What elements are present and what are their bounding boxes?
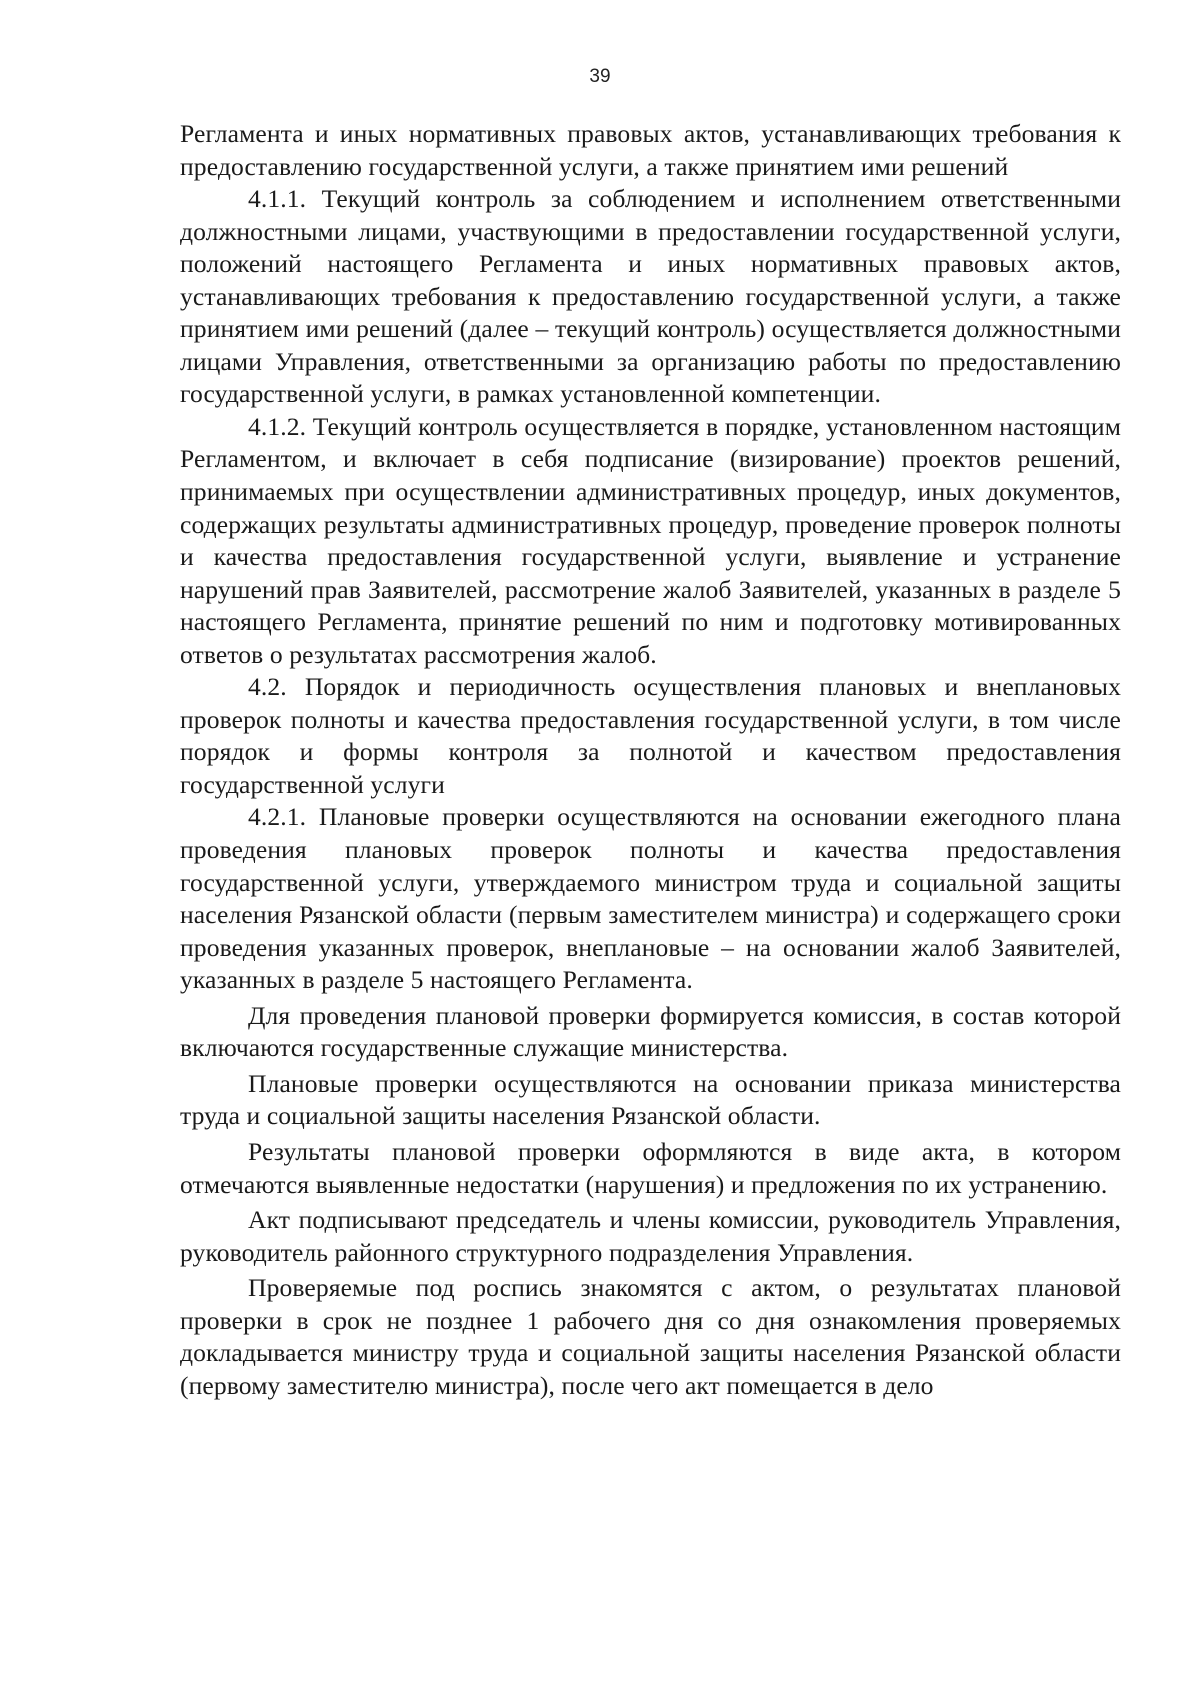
- paragraph-act-signing: Акт подписывают председатель и члены комиссии, руководитель Управления, руководитель районного структурного подразделения Управления.: [180, 1205, 1121, 1267]
- paragraph-acquaintance: Проверяемые под роспись знакомятся с актом, о результатах плановой проверки в срок не позднее 1 рабочего дня со дня ознакомления проверяемых докладывается министру труда и социальной защиты населения Рязанской области (первому заместителю министра), после чего акт помещается в дело: [180, 1273, 1121, 1400]
- paragraph-4-1-1: 4.1.1. Текущий контроль за соблюдением и исполнением ответственными должностными лицами, участвующими в предоставлении государственной услуги, положений настоящего Регламента и иных нормативных правовых актов, устанавливающих требования к предоставлению государственной услуги, а также принятием ими решений (далее – текущий контроль) осуществляется должностными лицами Управления, ответственными за организацию работы по предоставлению государственной услуги, в рамках установленной компетенции.: [180, 184, 1121, 409]
- page-number: 39: [589, 66, 611, 87]
- paragraph-4-2: 4.2. Порядок и периодичность осуществления плановых и внеплановых проверок полноты и качества предоставления государственной услуги, в том числе порядок и формы контроля за полнотой и качеством предоставления государственной услуги: [180, 672, 1121, 799]
- paragraph-4-1-2: 4.1.2. Текущий контроль осуществляется в порядке, установленном настоящим Регламентом, и включает в себя подписание (визирование) проектов решений, принимаемых при осуществлении административных процедур, иных документов, содержащих результаты административных процедур, проведение проверок полноты и качества предоставления государственной услуги, выявление и устранение нарушений прав Заявителей, рассмотрение жалоб Заявителей, указанных в разделе 5 настоящего Регламента, принятие решений по ним и подготовку мотивированных ответов о результатах рассмотрения жалоб.: [180, 411, 1121, 669]
- paragraph-results: Результаты плановой проверки оформляются в виде акта, в котором отмечаются выявленные недостатки (нарушения) и предложения по их устранению.: [180, 1136, 1121, 1199]
- paragraph-commission: Для проведения плановой проверки формируется комиссия, в состав которой включаются государственные служащие министерства.: [180, 1000, 1121, 1063]
- document-body: [180, 118, 1121, 1402]
- paragraph-4-2-1: 4.2.1. Плановые проверки осуществляются на основании ежегодного плана проведения плановых проверок полноты и качества предоставления государственной услуги, утверждаемого министром труда и социальной защиты населения Рязанской области (первым заместителем министра) и содержащего сроки проведения указанных проверок, внеплановые – на основании жалоб Заявителей, указанных в разделе 5 настоящего Регламента.: [180, 802, 1121, 995]
- paragraph-order: Плановые проверки осуществляются на основании приказа министерства труда и социальной защиты населения Рязанской области.: [180, 1068, 1121, 1131]
- paragraph-continuation: Регламента и иных нормативных правовых актов, устанавливающих требования к предоставлению государственной услуги, а также принятием ими решений: [180, 119, 1121, 181]
